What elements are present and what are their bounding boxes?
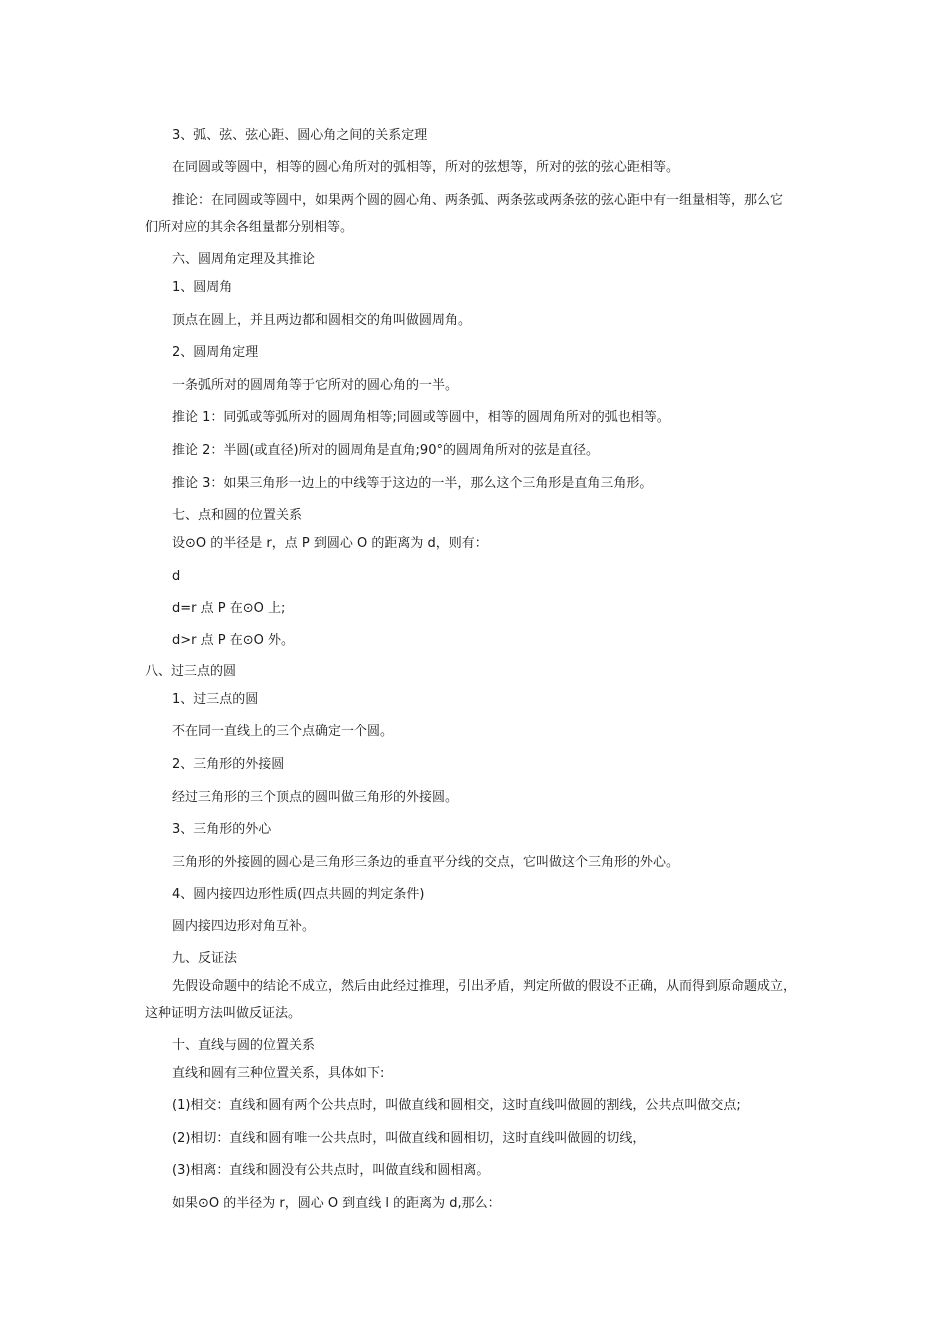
paragraph: 经过三角形的三个顶点的圆叫做三角形的外接圆。 [172, 790, 459, 805]
paragraph: 推论 3：如果三角形一边上的中线等于这边的一半，那么这个三角形是直角三角形。 [172, 476, 653, 491]
paragraph: 先假设命题中的结论不成立，然后由此经过推理，引出矛盾，判定所做的假设不正确，从而得到原命题成立， [172, 979, 797, 994]
paragraph-continuation: 这种证明方法叫做反证法。 [145, 1006, 302, 1021]
paragraph: 设⊙O 的半径是 r，点 P 到圆心 O 的距离为 d，则有： [172, 536, 488, 551]
section-heading: 4、圆内接四边形性质(四点共圆的判定条件) [172, 887, 425, 902]
chapter-heading: 六、圆周角定理及其推论 [172, 252, 316, 267]
paragraph: 在同圆或等圆中，相等的圆心角所对的弧相等，所对的弦想等，所对的弦的弦心距相等。 [172, 160, 680, 175]
paragraph: d=r 点 P 在⊙O 上; [172, 601, 286, 616]
paragraph: 推论 2：半圆(或直径)所对的圆周角是直角;90°的圆周角所对的弦是直径。 [172, 443, 599, 458]
section-heading: 3、三角形的外心 [172, 822, 272, 837]
chapter-heading: 九、反证法 [172, 951, 238, 966]
paragraph: (3)相离：直线和圆没有公共点时，叫做直线和圆相离。 [172, 1163, 490, 1178]
paragraph: 直线和圆有三种位置关系，具体如下: [172, 1066, 385, 1081]
chapter-heading: 七、点和圆的位置关系 [172, 508, 303, 523]
paragraph: 一条弧所对的圆周角等于它所对的圆心角的一半。 [172, 378, 459, 393]
paragraph-continuation: 们所对应的其余各组量都分别相等。 [145, 220, 354, 235]
paragraph: 如果⊙O 的半径为 r，圆心 O 到直线 l 的距离为 d,那么： [172, 1196, 501, 1211]
paragraph: 推论 1：同弧或等弧所对的圆周角相等;同圆或等圆中，相等的圆周角所对的弧也相等。 [172, 410, 670, 425]
chapter-heading: 十、直线与圆的位置关系 [172, 1038, 316, 1053]
paragraph: 三角形的外接圆的圆心是三角形三条边的垂直平分线的交点，它叫做这个三角形的外心。 [172, 855, 680, 870]
paragraph: d [172, 569, 181, 584]
section-heading: 2、圆周角定理 [172, 345, 259, 360]
paragraph: 顶点在圆上，并且两边都和圆相交的角叫做圆周角。 [172, 313, 472, 328]
section-heading: 1、圆周角 [172, 280, 233, 295]
paragraph: 推论：在同圆或等圆中，如果两个圆的圆心角、两条弧、两条弦或两条弦的弦心距中有一组量相等，那么它 [172, 193, 784, 208]
paragraph: 圆内接四边形对角互补。 [172, 919, 316, 934]
section-heading: 1、过三点的圆 [172, 692, 259, 707]
section-heading: 2、三角形的外接圆 [172, 757, 285, 772]
paragraph: 不在同一直线上的三个点确定一个圆。 [172, 724, 394, 739]
paragraph: d>r 点 P 在⊙O 外。 [172, 633, 294, 648]
section-heading: 3、弧、弦、弦心距、圆心角之间的关系定理 [172, 128, 428, 143]
paragraph: (1)相交：直线和圆有两个公共点时，叫做直线和圆相交，这时直线叫做圆的割线，公共点叫做交点; [172, 1098, 741, 1113]
chapter-heading: 八、过三点的圆 [145, 664, 237, 679]
paragraph: (2)相切：直线和圆有唯一公共点时，叫做直线和圆相切，这时直线叫做圆的切线， [172, 1131, 646, 1146]
